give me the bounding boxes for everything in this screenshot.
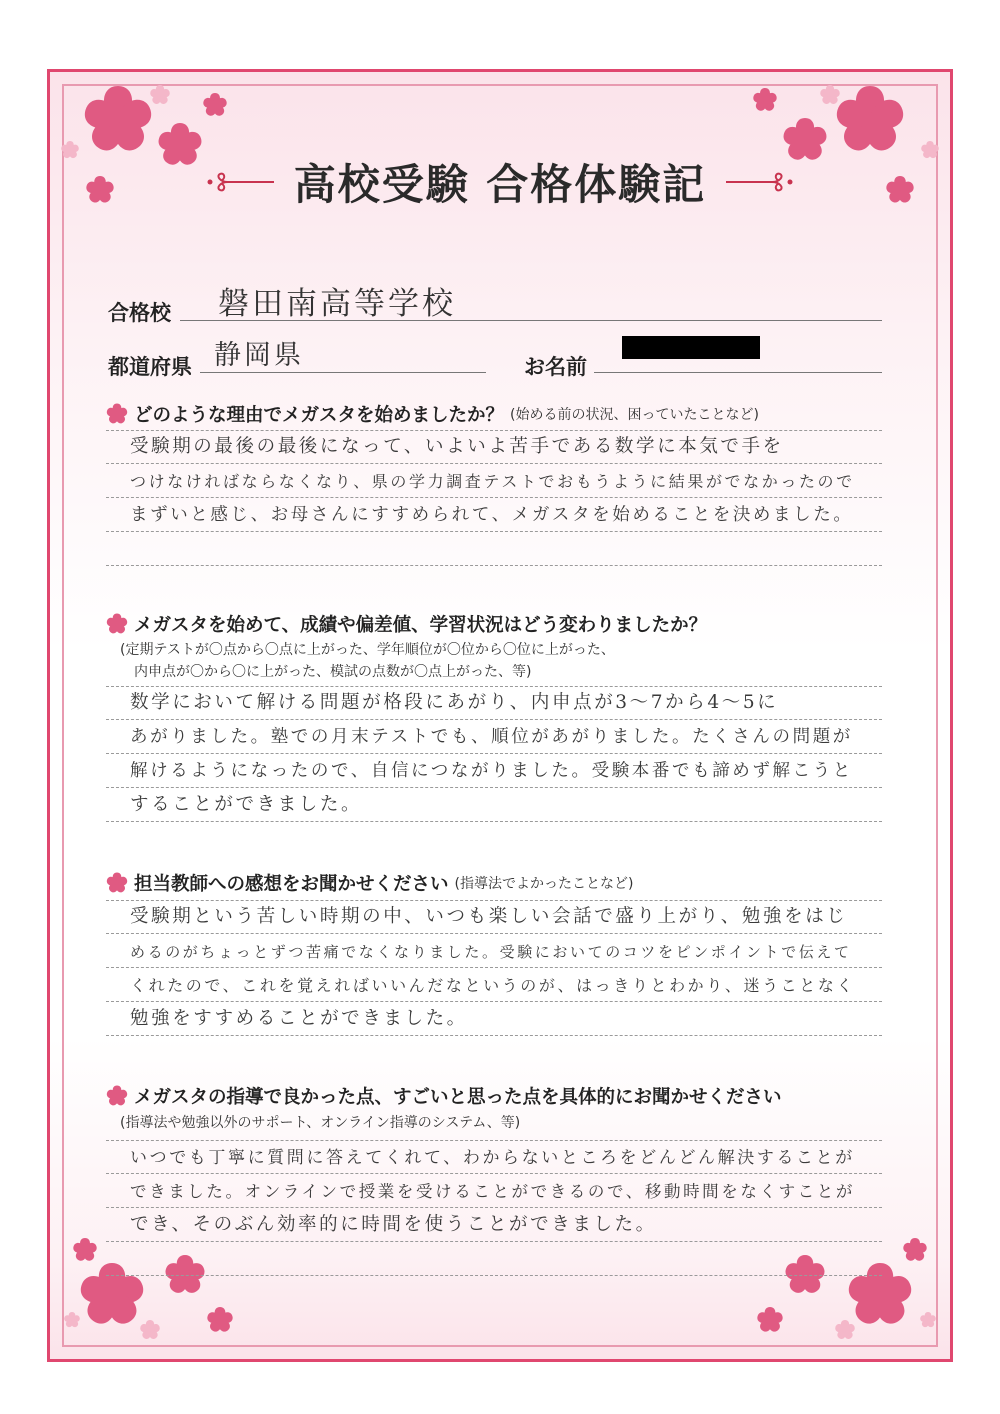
school-value: 磐田南高等学校 <box>218 286 456 322</box>
answer-text: でき、そのぶん効率的に時間を使うことができました。 <box>130 1214 657 1235</box>
answer-line <box>106 430 882 464</box>
answer-line <box>106 1174 882 1208</box>
answer-line <box>106 1002 882 1036</box>
answer-text: あがりました。塾での月末テストでも、順位があがりました。たくさんの問題が <box>130 727 853 747</box>
section-2-heading <box>106 611 707 637</box>
section-4-hint-line-1: (指導法や勉強以外のサポート、オンライン指導のシステム、等) <box>120 1115 521 1131</box>
section-1-hint: (始める前の状況、困っていたことなど) <box>510 407 759 423</box>
prefecture-underline <box>200 372 486 373</box>
name-underline <box>594 372 882 373</box>
answer-text: つけなければならなくなり、県の学力調査テストでおもうように結果がでなかったので <box>130 472 855 491</box>
answer-text: くれたので、これを覚えればいいんだなというのが、はっきりとわかり、迷うことなく <box>130 976 856 995</box>
answer-line <box>106 754 882 788</box>
answer-text: できました。オンラインで授業を受けることができるので、移動時間をなくすことが <box>130 1182 855 1201</box>
answer-line <box>106 934 882 968</box>
answer-line <box>106 498 882 532</box>
section-3-heading <box>106 870 633 896</box>
answer-line <box>106 1208 882 1242</box>
page-title: 高校受験 合格体験記 <box>293 160 707 209</box>
answer-line <box>106 968 882 1002</box>
sakura-icon <box>106 613 128 635</box>
swirl-ornament-icon <box>724 172 794 192</box>
section-1-heading <box>106 401 759 427</box>
prefecture-value: 静岡県 <box>214 340 304 371</box>
answer-text: めるのがちょっとずつ苦痛でなくなりました。受験においてのコツをピンポイントで伝えて <box>130 943 852 961</box>
answer-text: することができました。 <box>130 794 363 815</box>
answer-text: 解けるようになったので、自信につながりました。受験本番でも諦めず解こうと <box>130 761 853 781</box>
section-3-hint: (指導法でよかったことなど) <box>454 876 634 892</box>
answer-line <box>106 900 882 934</box>
section-1-answer <box>106 430 882 566</box>
answer-text: 受験期という苦しい時期の中、いつも楽しい会話で盛り上がり、勉強をはじ <box>130 906 848 927</box>
answer-line <box>106 464 882 498</box>
sakura-icon <box>106 403 128 425</box>
section-3-answer <box>106 900 882 1036</box>
answer-text: いつでも丁寧に質問に答えてくれて、わからないところをどんどん解決することが <box>130 1148 855 1168</box>
prefecture-label: 都道府県 <box>108 355 192 379</box>
answer-line <box>106 686 882 720</box>
section-4-question: メガスタの指導で良かった点、すごいと思った点を具体的にお聞かせください <box>134 1087 782 1108</box>
answer-text: 勉強をすすめることができました。 <box>130 1008 468 1029</box>
sakura-icon <box>106 1085 128 1107</box>
section-2-question: メガスタを始めて、成績や偏差値、学習状況はどう変わりましたか？ <box>134 615 708 636</box>
title-row <box>200 150 800 214</box>
answer-line <box>106 720 882 754</box>
answer-text: 受験期の最後の最後になって、いよいよ苦手である数学に本気で手を <box>130 436 784 457</box>
section-1-question: どのような理由でメガスタを始めましたか？ <box>134 405 505 426</box>
answer-line <box>106 1242 882 1276</box>
section-4-heading <box>106 1083 782 1109</box>
answer-text: まずいと感じ、お母さんにすすめられて、メガスタを始めることを決めました。 <box>130 505 854 525</box>
answer-text: 数学において解ける問題が格段にあがり、内申点が3〜7から4〜5に <box>130 692 779 713</box>
section-3-question: 担当教師への感想をお聞かせください <box>134 874 449 895</box>
answer-line <box>106 788 882 822</box>
section-2-hint-line-2: 内申点が〇から〇に上がった、模試の点数が〇点上がった、等) <box>134 664 532 680</box>
answer-line <box>106 1140 882 1174</box>
name-label: お名前 <box>524 355 587 379</box>
section-2-answer <box>106 686 882 822</box>
answer-line <box>106 532 882 566</box>
sakura-icon <box>106 872 128 894</box>
name-redaction <box>622 336 760 359</box>
school-label: 合格校 <box>108 301 171 325</box>
section-4-answer <box>106 1140 882 1276</box>
section-2-hint-line-1: (定期テストが〇点から〇点に上がった、学年順位が〇位から〇位に上がった、 <box>120 642 615 658</box>
swirl-ornament-icon <box>206 172 276 192</box>
